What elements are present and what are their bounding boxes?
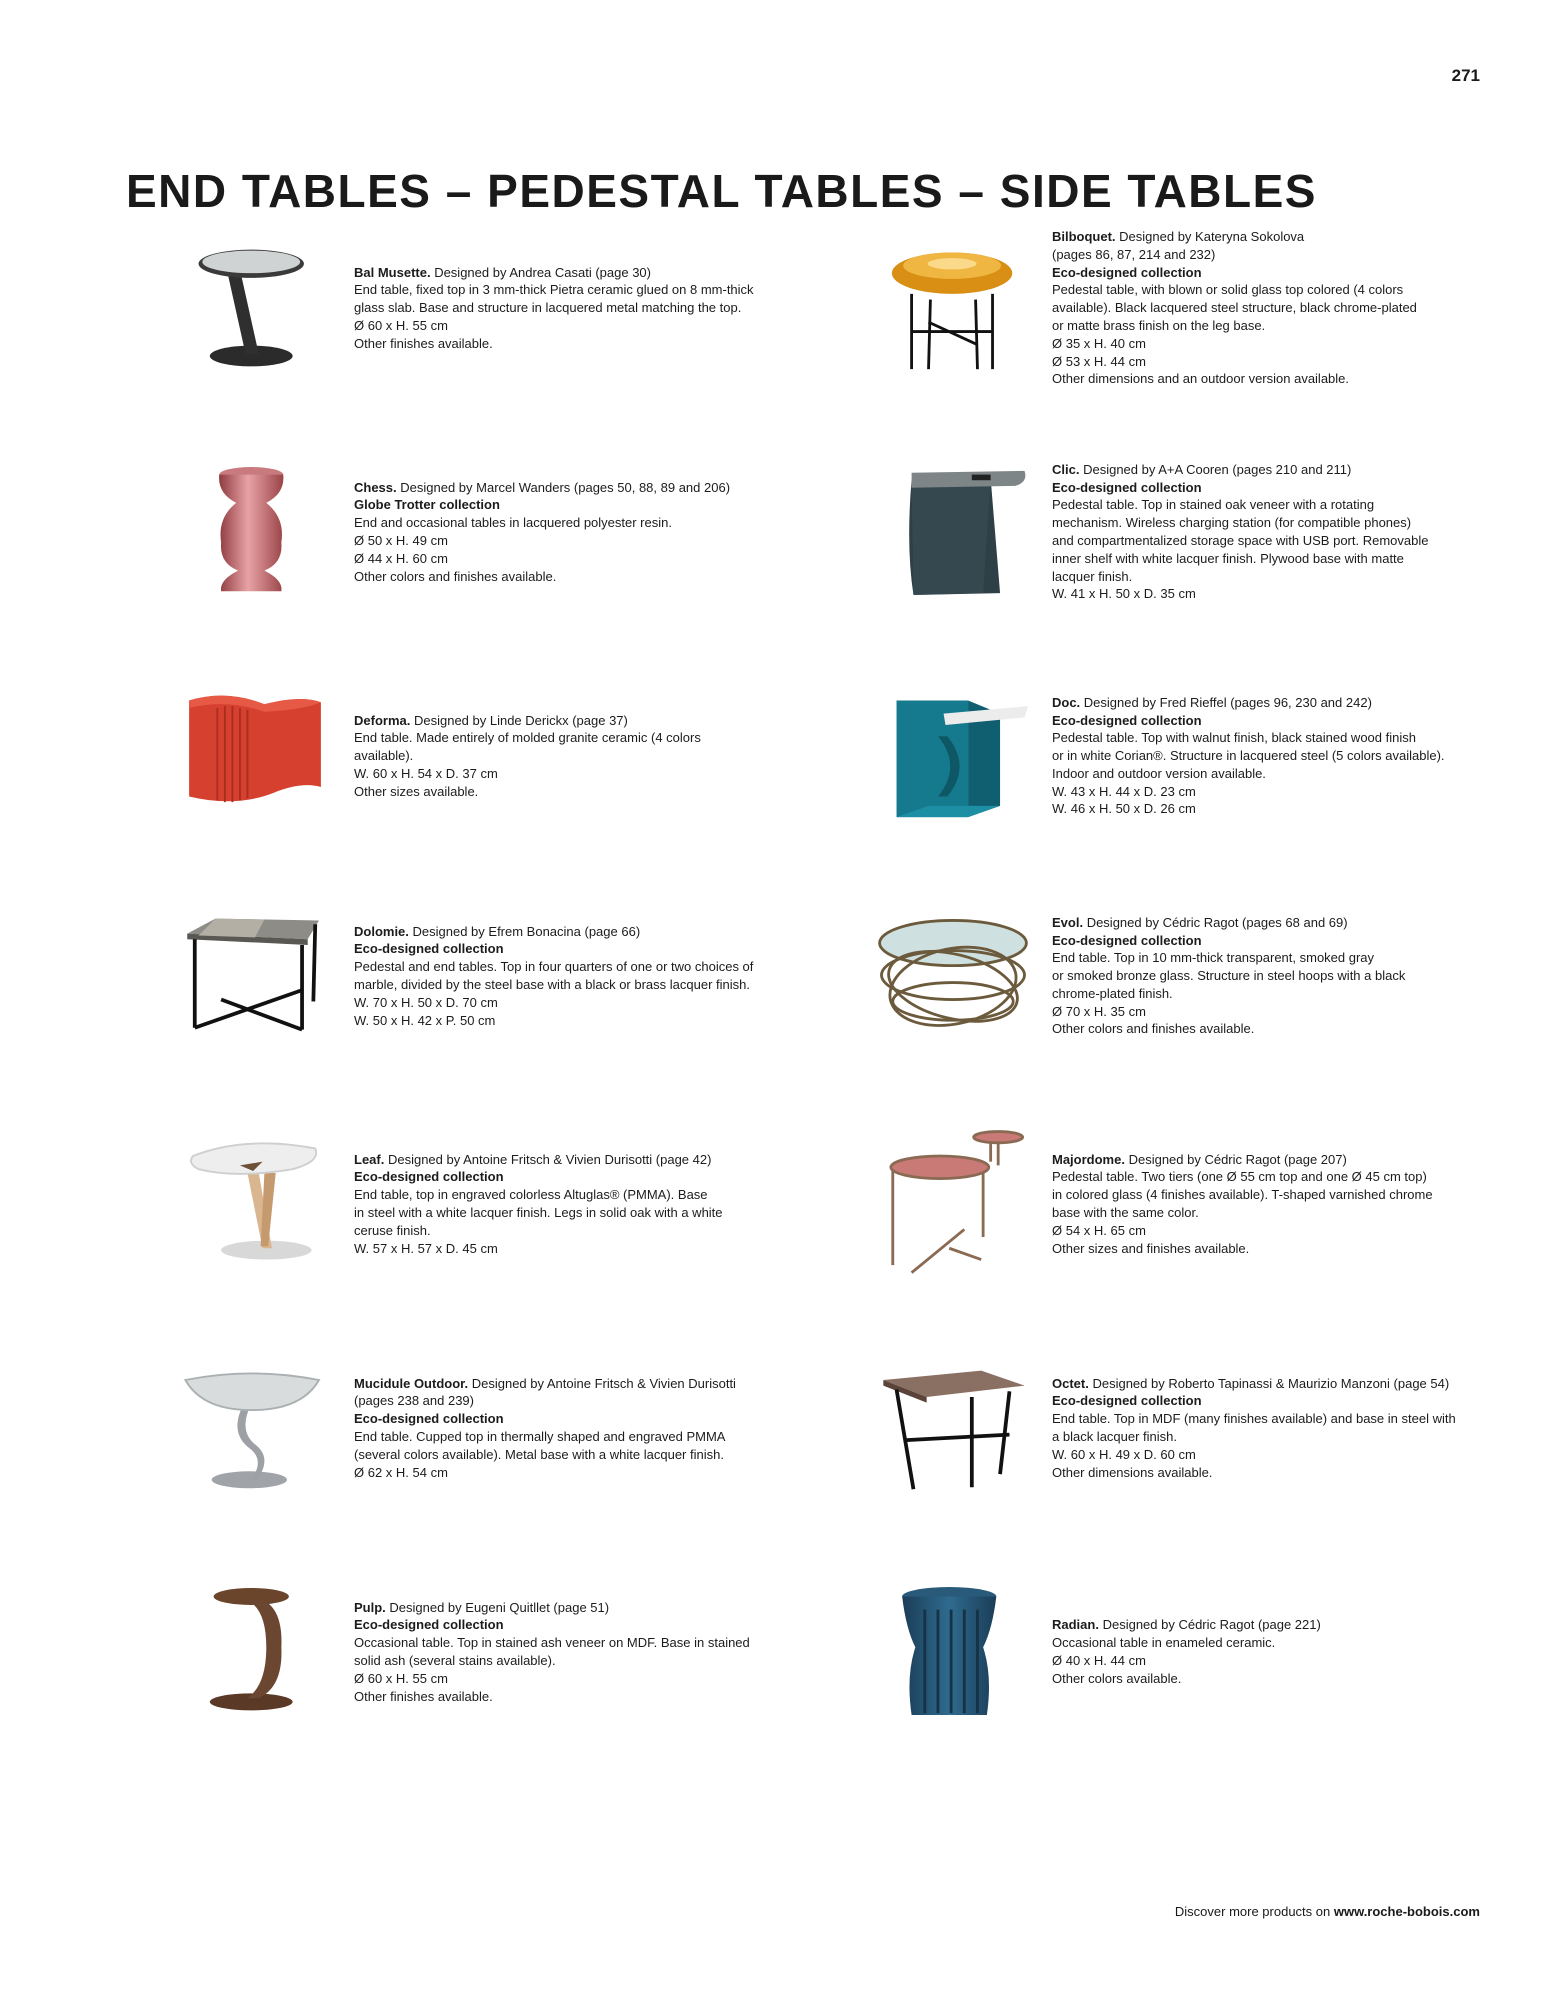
description-line: Ø 60 x H. 55 cm <box>354 1670 448 1686</box>
product-name: Clic. <box>1052 461 1080 477</box>
octet-table-icon <box>858 1348 1048 1508</box>
product-designer: Designed by Andrea Casati (page 30) <box>430 264 651 280</box>
product-heading <box>1052 914 1554 932</box>
product-designer: Designed by Kateryna Sokolova <box>1115 228 1305 244</box>
product-description <box>1052 1572 1554 1732</box>
description-line: W. 46 x H. 50 x D. 26 cm <box>1052 801 1196 817</box>
product-dolomie <box>160 896 860 1056</box>
product-chess <box>160 452 860 612</box>
product-bilboquet <box>858 228 1554 388</box>
product-leaf <box>160 1124 860 1284</box>
description-line: lacquer finish. <box>1052 568 1133 584</box>
description-line: W. 50 x H. 42 x P. 50 cm <box>354 1012 496 1028</box>
doc-table-icon <box>858 676 1048 836</box>
product-description <box>1052 1348 1554 1508</box>
product-heading <box>354 264 874 282</box>
product-designer: Designed by Antoine Fritsch & Vivien Durisotti <box>468 1375 736 1391</box>
product-description <box>354 896 874 1056</box>
description-line: Pedestal table. Top in stained oak veneer with a rotating <box>1052 497 1375 513</box>
description-line: chrome-plated finish. <box>1052 985 1173 1001</box>
description-line: a black lacquer finish. <box>1052 1429 1178 1444</box>
product-description <box>354 1348 874 1508</box>
product-name: Doc. <box>1052 694 1081 710</box>
description-line: marble, divided by the steel base with a black or brass lacquer finish. <box>354 977 750 992</box>
product-description <box>354 1124 874 1284</box>
description-line: End and occasional tables in lacquered polyester resin. <box>354 515 672 531</box>
product-pulp <box>160 1572 860 1732</box>
product-heading <box>1052 1151 1554 1169</box>
bilboquet-table-icon <box>858 228 1048 388</box>
deforma-table-icon <box>160 676 350 836</box>
product-doc <box>858 676 1554 836</box>
product-designer: Designed by Roberto Tapinassi & Maurizio Manzoni (page 54) <box>1088 1375 1450 1391</box>
product-name: Leaf. <box>354 1151 385 1167</box>
collection-label: Eco-designed collection <box>354 1411 504 1427</box>
description-line: End table. Cupped top in thermally shaped and engraved PMMA <box>354 1429 726 1444</box>
product-designer: Designed by A+A Cooren (pages 210 and 211) <box>1079 461 1352 477</box>
product-name: Evol. <box>1052 914 1084 930</box>
product-description <box>1052 896 1554 1056</box>
description-line: Indoor and outdoor version available. <box>1052 765 1266 781</box>
description-line: Pedestal table. Top with walnut finish, black stained wood finish <box>1052 730 1416 746</box>
description-line: End table, fixed top in 3 mm-thick Pietra ceramic glued on 8 mm-thick <box>354 282 754 298</box>
product-octet <box>858 1348 1554 1508</box>
product-heading <box>1052 1375 1554 1393</box>
description-line: Other finishes available. <box>354 335 493 351</box>
description-line: mechanism. Wireless charging station (for compatible phones) <box>1052 515 1412 531</box>
description-line: Pedestal and end tables. Top in four quarters of one or two choices of <box>354 959 754 975</box>
product-name: Bilboquet. <box>1052 228 1116 244</box>
product-bal-musette <box>160 228 860 388</box>
product-name: Mucidule Outdoor. <box>354 1375 469 1391</box>
product-description <box>354 1572 874 1732</box>
leaf-table-icon <box>160 1124 350 1284</box>
description-line: in steel with a white lacquer finish. Legs in solid oak with a white <box>354 1205 723 1220</box>
product-description <box>1052 228 1554 388</box>
product-evol <box>858 896 1554 1056</box>
product-name: Majordome. <box>1052 1151 1125 1167</box>
description-line: Other colors and finishes available. <box>354 568 557 584</box>
description-line: (pages 86, 87, 214 and 232) <box>1052 246 1216 262</box>
product-name: Deforma. <box>354 712 411 728</box>
product-heading <box>1052 228 1554 246</box>
product-designer: Designed by Marcel Wanders (pages 50, 88, 89 and 206) <box>396 479 731 495</box>
product-designer: Designed by Antoine Fritsch & Vivien Durisotti (page 42) <box>384 1151 712 1167</box>
description-line: Other finishes available. <box>354 1688 493 1704</box>
pulp-table-icon <box>160 1572 350 1732</box>
product-name: Bal Musette. <box>354 264 431 280</box>
description-line: Other sizes and finishes available. <box>1052 1240 1250 1256</box>
product-radian <box>858 1572 1554 1732</box>
description-line: inner shelf with white lacquer finish. Plywood base with matte <box>1052 550 1404 566</box>
description-line: Ø 60 x H. 55 cm <box>354 317 448 333</box>
footer-prefix: Discover more products on <box>1174 1904 1334 1919</box>
collection-label: Eco-designed collection <box>1052 1393 1202 1409</box>
description-line: Pedestal table. Two tiers (one Ø 55 cm top and one Ø 45 cm top) <box>1052 1169 1427 1185</box>
collection-label: Eco-designed collection <box>1052 264 1202 280</box>
description-line: available). <box>354 748 414 764</box>
description-line: Occasional table in enameled ceramic. <box>1052 1635 1276 1651</box>
description-line: W. 60 x H. 49 x D. 60 cm <box>1052 1446 1196 1462</box>
description-line: Occasional table. Top in stained ash veneer on MDF. Base in stained <box>354 1635 750 1651</box>
product-description <box>1052 452 1554 612</box>
page-title: END TABLES – PEDESTAL TABLES – SIDE TABLES <box>126 165 1317 217</box>
product-heading <box>354 712 874 730</box>
description-line: or smoked bronze glass. Structure in steel hoops with a black <box>1052 968 1406 984</box>
description-line: W. 57 x H. 57 x D. 45 cm <box>354 1240 498 1256</box>
product-description <box>354 452 874 612</box>
collection-label: Eco-designed collection <box>1052 479 1202 495</box>
product-heading <box>354 1151 874 1169</box>
description-line: glass slab. Base and structure in lacquered metal matching the top. <box>354 300 742 316</box>
footer <box>1175 1904 1480 1919</box>
description-line: Ø 62 x H. 54 cm <box>354 1464 448 1480</box>
description-line: End table. Made entirely of molded granite ceramic (4 colors <box>354 730 701 746</box>
footer-link[interactable]: www.roche-bobois.com <box>1333 1904 1480 1919</box>
product-designer: Designed by Fred Rieffel (pages 96, 230 and 242) <box>1080 694 1372 710</box>
product-majordome <box>858 1124 1554 1284</box>
product-heading <box>1052 461 1554 479</box>
description-line: End table, top in engraved colorless Altuglas® (PMMA). Base <box>354 1187 708 1203</box>
description-line: Ø 53 x H. 44 cm <box>1052 353 1146 369</box>
product-name: Dolomie. <box>354 923 409 939</box>
description-line: or in white Corian®. Structure in lacquered steel (5 colors available). <box>1052 748 1445 764</box>
description-line: base with the same color. <box>1052 1205 1199 1220</box>
product-name: Octet. <box>1052 1375 1089 1391</box>
description-line: Ø 54 x H. 65 cm <box>1052 1222 1146 1238</box>
description-line: in colored glass (4 finishes available). T-shaped varnished chrome <box>1052 1187 1433 1203</box>
description-line: W. 70 x H. 50 x D. 70 cm <box>354 994 498 1010</box>
product-heading <box>354 1599 874 1617</box>
description-line: Other dimensions available. <box>1052 1464 1213 1480</box>
description-line: available). Black lacquered steel structure, black chrome-plated <box>1052 300 1417 316</box>
product-description <box>1052 676 1554 836</box>
product-heading <box>1052 694 1554 712</box>
collection-label: Eco-designed collection <box>354 1617 504 1633</box>
description-line: End table. Top in MDF (many finishes available) and base in steel with <box>1052 1411 1456 1427</box>
collection-label: Eco-designed collection <box>354 941 504 957</box>
product-name: Chess. <box>354 479 397 495</box>
description-line: Other sizes available. <box>354 783 479 799</box>
radian-table-icon <box>858 1572 1048 1732</box>
evol-table-icon <box>858 896 1048 1056</box>
description-line: Ø 35 x H. 40 cm <box>1052 335 1146 351</box>
product-designer: Designed by Cédric Ragot (pages 68 and 69) <box>1083 914 1348 930</box>
description-line: Pedestal table, with blown or solid glass top colored (4 colors <box>1052 282 1404 298</box>
description-line: W. 60 x H. 54 x D. 37 cm <box>354 765 498 781</box>
collection-label: Globe Trotter collection <box>354 497 500 513</box>
product-designer: Designed by Eugeni Quitllet (page 51) <box>385 1599 610 1615</box>
product-name: Pulp. <box>354 1599 386 1615</box>
product-designer: Designed by Linde Derickx (page 37) <box>410 712 628 728</box>
product-heading <box>354 479 874 497</box>
collection-label: Eco-designed collection <box>1052 712 1202 728</box>
product-description <box>354 676 874 836</box>
description-line: Ø 70 x H. 35 cm <box>1052 1003 1146 1019</box>
product-designer: Designed by Cédric Ragot (page 207) <box>1124 1151 1347 1167</box>
description-line: Other colors and finishes available. <box>1052 1021 1255 1037</box>
mucidule-table-icon <box>160 1348 350 1508</box>
page-number: 271 <box>1451 66 1480 85</box>
product-heading <box>354 1375 874 1393</box>
collection-label: Eco-designed collection <box>1052 932 1202 948</box>
chess-table-icon <box>160 452 350 612</box>
dolomie-table-icon <box>160 896 350 1056</box>
product-description <box>1052 1124 1554 1284</box>
product-name: Radian. <box>1052 1617 1099 1633</box>
clic-table-icon <box>858 452 1048 612</box>
product-description <box>354 228 874 388</box>
description-line: solid ash (several stains available). <box>354 1653 556 1668</box>
product-clic <box>858 452 1554 612</box>
description-line: Ø 50 x H. 49 cm <box>354 533 448 548</box>
product-designer: Designed by Efrem Bonacina (page 66) <box>408 923 641 939</box>
product-heading <box>1052 1616 1554 1634</box>
description-line: (pages 238 and 239) <box>354 1393 474 1409</box>
description-line: Other colors available. <box>1052 1670 1182 1686</box>
product-designer: Designed by Cédric Ragot (page 221) <box>1098 1617 1321 1633</box>
description-line: Ø 40 x H. 44 cm <box>1052 1653 1146 1668</box>
description-line: and compartmentalized storage space with USB port. Removable <box>1052 533 1429 548</box>
product-heading <box>354 923 874 941</box>
product-mucidule-outdoor <box>160 1348 860 1508</box>
majordome-table-icon <box>858 1124 1048 1284</box>
bal-musette-table-icon <box>160 228 350 388</box>
description-line: ceruse finish. <box>354 1222 431 1238</box>
description-line: Other dimensions and an outdoor version available. <box>1052 371 1350 387</box>
description-line: or matte brass finish on the leg base. <box>1052 317 1266 333</box>
description-line: End table. Top in 10 mm-thick transparent, smoked gray <box>1052 950 1375 966</box>
description-line: W. 41 x H. 50 x D. 35 cm <box>1052 586 1196 602</box>
description-line: (several colors available). Metal base with a white lacquer finish. <box>354 1446 724 1462</box>
product-deforma <box>160 676 860 836</box>
collection-label: Eco-designed collection <box>354 1169 504 1185</box>
description-line: W. 43 x H. 44 x D. 23 cm <box>1052 783 1196 799</box>
description-line: Ø 44 x H. 60 cm <box>354 550 448 566</box>
